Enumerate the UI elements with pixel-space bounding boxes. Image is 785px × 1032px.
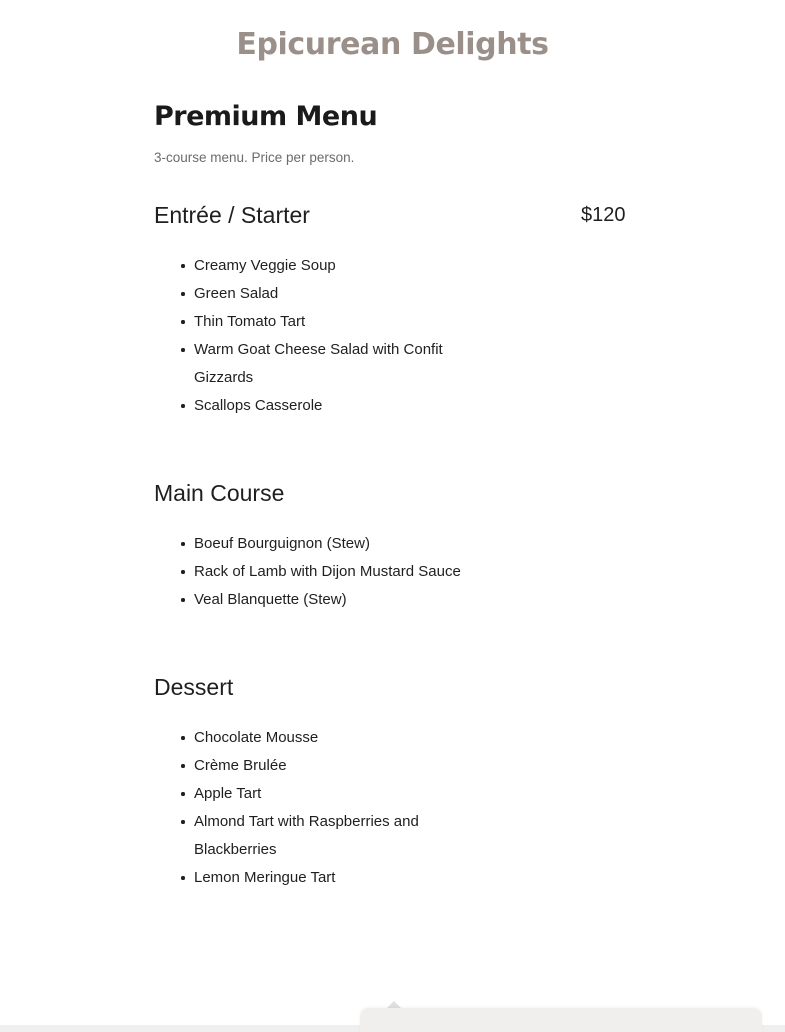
dish-item: Thin Tomato Tart bbox=[194, 308, 504, 336]
dish-item: Scallops Casserole bbox=[194, 392, 504, 420]
course-header-main bbox=[154, 478, 654, 508]
dish-item: Creamy Veggie Soup bbox=[194, 252, 504, 280]
dish-item: Veal Blanquette (Stew) bbox=[194, 586, 504, 614]
course-section-starter bbox=[154, 200, 654, 420]
dish-item: Apple Tart bbox=[194, 780, 504, 808]
course-name-dessert: Dessert bbox=[154, 674, 234, 700]
dish-item: Almond Tart with Raspberries and Blackberries bbox=[194, 808, 504, 864]
course-header-starter bbox=[154, 200, 654, 230]
dish-item: Crème Brulée bbox=[194, 752, 504, 780]
course-section-main bbox=[154, 478, 654, 614]
menu-title: Premium Menu bbox=[154, 101, 378, 132]
menu-price: $120 bbox=[581, 204, 626, 226]
course-name-main: Main Course bbox=[154, 480, 285, 506]
dish-list-main bbox=[154, 530, 504, 614]
course-header-dessert bbox=[154, 672, 654, 702]
dish-list-dessert bbox=[154, 724, 504, 892]
bottom-panel-base bbox=[360, 1025, 762, 1032]
dish-item: Rack of Lamb with Dijon Mustard Sauce bbox=[194, 558, 504, 586]
dish-item: Lemon Meringue Tart bbox=[194, 864, 504, 892]
dish-list-starter bbox=[154, 252, 504, 420]
course-name-starter: Entrée / Starter bbox=[154, 202, 310, 228]
menu-block bbox=[154, 100, 654, 892]
dish-item: Boeuf Bourguignon (Stew) bbox=[194, 530, 504, 558]
course-section-dessert bbox=[154, 672, 654, 892]
dish-item: Chocolate Mousse bbox=[194, 724, 504, 752]
brand-title: Epicurean Delights bbox=[236, 27, 549, 62]
menu-subtitle: 3-course menu. Price per person. bbox=[154, 150, 355, 165]
dish-item: Warm Goat Cheese Salad with Confit Gizzards bbox=[194, 336, 504, 392]
dish-item: Green Salad bbox=[194, 280, 504, 308]
